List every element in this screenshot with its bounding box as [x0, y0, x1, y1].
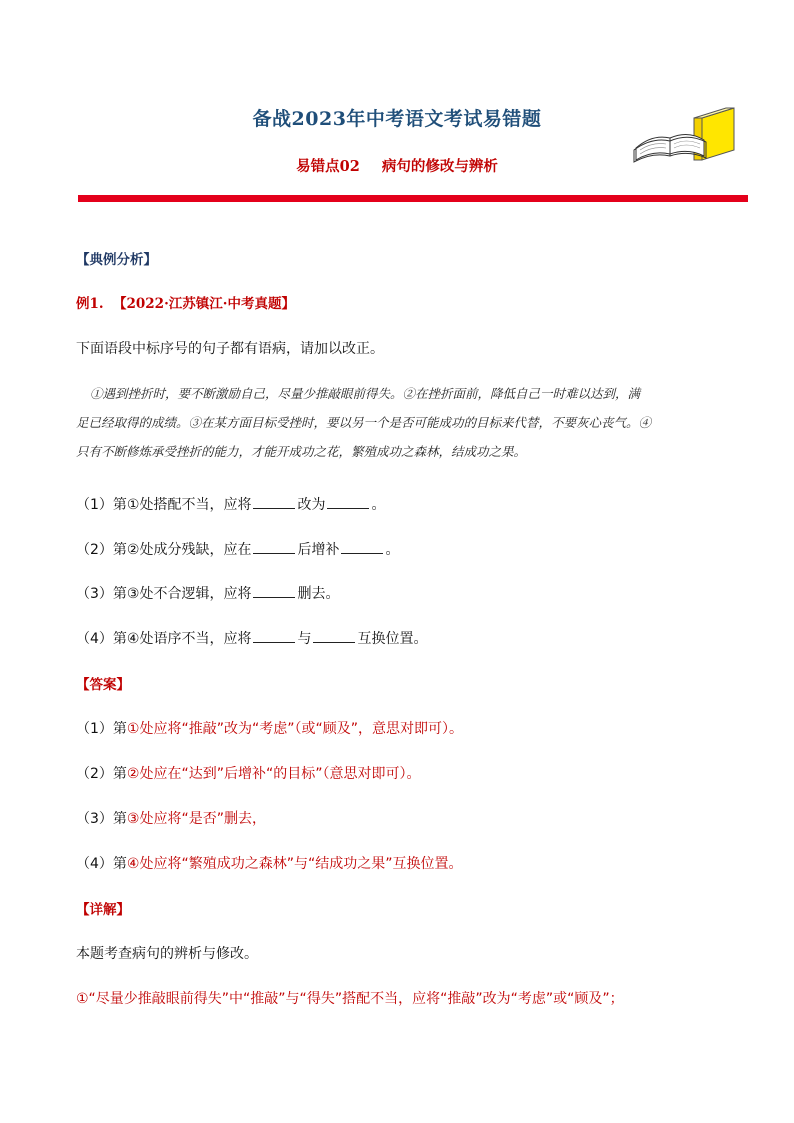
question-text: （4）第④处语序不当，应将 [76, 631, 252, 647]
answer-blank[interactable] [341, 539, 383, 554]
passage-line: 只有不断修炼承受挫折的能力，才能开成功之花，繁殖成功之森林，结成功之果。 [76, 444, 527, 459]
question-text: 后增补 [297, 542, 340, 558]
answer-blank[interactable] [253, 539, 295, 554]
question-4 [76, 628, 427, 648]
question-3 [76, 583, 339, 603]
example-header [76, 292, 295, 312]
subtitle-topic: 病句的修改与辨析 [381, 158, 498, 175]
question-text: 改为 [297, 497, 326, 513]
passage-line: ①遇到挫折时，要不断激励自己，尽量少推敲眼前得失。②在挫折面前，降低自己一时难以达到，满 [90, 386, 641, 401]
question-text: 。 [385, 542, 400, 558]
passage-line: 足已经取得的成绩。③在某方面目标受挫时，要以另一个是否可能成功的目标来代替，不要灰心丧气。④ [76, 415, 652, 430]
example-prompt: 下面语段中标序号的句子都有语病，请加以改正。 [76, 341, 384, 357]
subtitle-code: 易错点02 [296, 158, 360, 175]
detail-item-1: ①“尽量少推敲眼前得失”中“推敲”与“得失”搭配不当，应将“推敲”改为“考虑”或“顾及”； [76, 991, 624, 1007]
answer-text: ④处应将“繁殖成功之森林”与“结成功之果”互换位置。 [126, 856, 463, 872]
question-2 [76, 539, 399, 559]
open-book-icon [630, 104, 742, 164]
question-text: （2）第②处成分残缺，应在 [76, 542, 252, 558]
question-text: （1）第①处搭配不当，应将 [76, 497, 252, 513]
answer-blank[interactable] [253, 494, 295, 509]
answer-text: ①处应将“推敲”改为“考虑”（或“顾及”，意思对即可）。 [126, 721, 463, 737]
question-text: 。 [371, 497, 386, 513]
answer-blank[interactable] [253, 583, 295, 598]
header-divider [78, 195, 748, 202]
question-text: 删去。 [297, 586, 340, 602]
section-heading-detail: 【详解】 [76, 902, 130, 918]
question-text: 与 [297, 631, 312, 647]
detail-intro: 本题考查病句的辨析与修改。 [76, 946, 258, 962]
answer-1 [76, 718, 463, 738]
answer-4 [76, 853, 462, 873]
answer-blank[interactable] [313, 628, 355, 643]
section-heading-answer: 【答案】 [76, 677, 130, 693]
question-text: （3）第③处不合逻辑，应将 [76, 586, 252, 602]
question-text: 互换位置。 [357, 631, 428, 647]
answer-text: ③处应将“是否”删去， [126, 811, 266, 827]
example-passage [76, 379, 718, 466]
answer-prefix: （3）第 [76, 811, 127, 827]
example-label: 例1. [76, 296, 104, 312]
answer-prefix: （4）第 [76, 856, 127, 872]
answer-2 [76, 763, 420, 783]
answer-blank[interactable] [327, 494, 369, 509]
question-1 [76, 494, 385, 514]
answer-blank[interactable] [253, 628, 295, 643]
answer-3 [76, 808, 266, 828]
answer-text: ②处应在“达到”后增补“的目标”（意思对即可）。 [126, 766, 421, 782]
answer-prefix: （1）第 [76, 721, 127, 737]
example-source: 【2022·江苏镇江·中考真题】 [113, 296, 295, 312]
page-title: 备战2023年中考语文考试易错题 [252, 108, 542, 130]
section-heading-example: 【典例分析】 [76, 252, 157, 268]
answer-prefix: （2）第 [76, 766, 127, 782]
